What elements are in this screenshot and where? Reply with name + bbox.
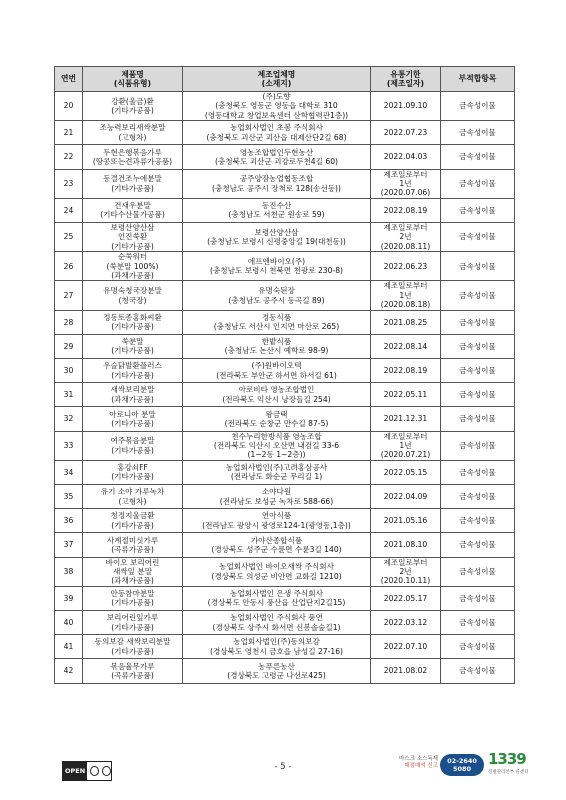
cell-maker-line: (충청북도 괴산군 괴산읍 대제산단2길 68) (206, 132, 347, 142)
cell-product (83, 334, 183, 358)
cell-no: 39 (55, 586, 83, 610)
cell-maker (183, 431, 371, 460)
table-row (55, 281, 515, 310)
cell-product-line: (기타가공품) (111, 322, 154, 332)
cell-product-line: (청국장) (118, 295, 147, 305)
header-line: (제조일자) (386, 79, 425, 88)
table-body (55, 92, 515, 684)
cell-date (371, 169, 441, 198)
cell-maker-line: (충청남도 보령시 천북면 천광로 230-8) (209, 266, 343, 276)
cell-maker-line: (영동대학교 창업보육센터 산학협력관1층)) (204, 110, 349, 120)
header-line: 부적합항목 (458, 74, 497, 84)
cell-no: 20 (55, 92, 83, 121)
table-row (55, 359, 515, 383)
cell-maker-line: (주)원바이오텍 (251, 361, 302, 371)
cell-date-line: 2022.07.23 (383, 128, 428, 138)
cell-product-line: 볶음율무가루 (110, 661, 155, 671)
cell-product (83, 252, 183, 281)
report-line-2: 매점매석 신고 (404, 763, 438, 769)
cell-date-line: 2022.03.12 (383, 617, 428, 627)
cell-maker (183, 252, 371, 281)
cell-no: 41 (55, 635, 83, 659)
cell-item: 금속성이물 (441, 533, 515, 557)
cell-product (83, 610, 183, 634)
cell-date (371, 431, 441, 460)
cell-date (371, 533, 441, 557)
cell-date-line: 2022.04.03 (383, 152, 428, 162)
cell-product (83, 121, 183, 145)
cell-date-line: 2022.08.19 (383, 205, 428, 215)
cell-date-line: 2022.04.09 (383, 491, 428, 501)
table-row (55, 431, 515, 460)
cell-product (83, 407, 183, 431)
cell-maker-line: 공주양잠농업협동조합 (239, 174, 314, 184)
cell-item: 금속성이물 (441, 169, 515, 198)
cell-maker-line: 왕금택 (265, 409, 288, 419)
cell-item: 금속성이물 (441, 334, 515, 358)
cell-maker-line: (전라남도 보성군 녹차로 588-66) (219, 496, 334, 506)
cell-item: 금속성이물 (441, 635, 515, 659)
table-row (55, 659, 515, 683)
cell-no: 26 (55, 252, 83, 281)
cell-product (83, 586, 183, 610)
cell-maker-line: 연아식품 (261, 511, 292, 521)
cell-maker (183, 533, 371, 557)
cell-maker-line: 농업회사법인 은생 주식회사 (230, 588, 323, 598)
cell-date (371, 407, 441, 431)
cell-item: 금속성이물 (441, 121, 515, 145)
cell-maker-line: (충청남도 공주시 장척로 128(송선동)) (212, 183, 341, 193)
col-header-no (55, 67, 83, 92)
cell-maker-line: (충청남도 서천군 원송로 59) (228, 210, 325, 220)
cell-product-line: 동의보감 새싹보리분말 (94, 637, 171, 647)
cell-maker-line: 유명숙된장 (258, 286, 295, 296)
cell-date-line: 제조일로부터 (383, 557, 428, 567)
cell-product-line: 안동참마분말 (110, 588, 155, 598)
col-header-date (371, 67, 441, 92)
cell-product-line: 바이오 보리어린 (105, 557, 160, 567)
cell-item: 금속성이물 (441, 460, 515, 484)
col-header-item (441, 67, 515, 92)
cell-date (371, 281, 441, 310)
cell-no: 35 (55, 485, 83, 509)
cell-item: 금속성이물 (441, 431, 515, 460)
cell-maker (183, 460, 371, 484)
header-line: (소재지) (261, 79, 292, 88)
cell-product (83, 460, 183, 484)
cell-maker-line: (충청남도 공주시 동곡길 89) (228, 295, 325, 305)
phone-line-2: 5080 (452, 765, 472, 773)
cell-no: 23 (55, 169, 83, 198)
cell-product-line: 보리어린잎가루 (106, 613, 159, 623)
cell-date (371, 586, 441, 610)
table-row (55, 252, 515, 281)
cell-date-line: 2년 (399, 232, 412, 242)
cell-date-line: 2021.09.10 (383, 101, 428, 111)
cell-maker-line: 농업회사법인 바이오새싹 주식회사 (219, 562, 334, 572)
cell-maker-line: (경상북도 성주군 수륜면 수륜3길 140) (211, 544, 342, 554)
cell-maker (183, 121, 371, 145)
cell-date-line: (2020.08.11) (380, 241, 431, 251)
cell-date-line: 2021.08.25 (383, 317, 428, 327)
cell-no: 40 (55, 610, 83, 634)
cell-product (83, 509, 183, 533)
cell-date-line: 2022.08.14 (383, 341, 428, 351)
cell-product-line: 아로니아 분말 (109, 409, 156, 419)
cell-maker-line: (충청남도 보령시 신평중앙길 19(대천동)) (207, 237, 346, 247)
cell-date-line: 2021.05.16 (383, 516, 428, 526)
cell-no: 28 (55, 310, 83, 334)
cell-no: 31 (55, 383, 83, 407)
cell-product-line: 우슬닭발환플러스 (103, 361, 162, 371)
cell-product-line: 두현은행볶음가루 (103, 147, 162, 157)
cell-maker (183, 485, 371, 509)
cell-product (83, 169, 183, 198)
cell-maker-line: 동진수산 (261, 201, 292, 210)
cell-maker-line: 농업회사법인(주)고려홍삼공사 (225, 463, 328, 472)
cell-product (83, 431, 183, 460)
cell-maker (183, 145, 371, 169)
cell-date-line: 2022.05.11 (383, 390, 428, 400)
cell-product-line: (과채가공품) (111, 271, 154, 281)
cell-date-line: 2022.07.10 (383, 642, 428, 652)
cell-item: 금속성이물 (441, 610, 515, 634)
cell-product-line: 동결건조누에분말 (103, 174, 162, 184)
report-notice (360, 756, 438, 770)
cell-item: 금속성이물 (441, 281, 515, 310)
cell-maker-line: 소야다원 (261, 487, 292, 497)
cell-date-line: 1년 (399, 179, 412, 188)
table-row (55, 145, 515, 169)
cell-date-line: 제조일로부터 (383, 223, 428, 232)
cell-maker-line: (충청북도 영동군 영동읍 대학로 310 (215, 101, 338, 111)
cell-no: 29 (55, 334, 83, 358)
cell-no: 25 (55, 223, 83, 252)
cell-maker (183, 610, 371, 634)
cell-date (371, 223, 441, 252)
cell-item: 금속성이물 (441, 383, 515, 407)
cell-maker-line: (전라북도 순창군 만수길 87-5) (224, 419, 329, 428)
cell-no: 30 (55, 359, 83, 383)
hotline-caption: 질병관리본부 콜센터 (488, 770, 529, 775)
cell-date (371, 145, 441, 169)
cell-maker-line: 가야산종합식품 (250, 535, 303, 545)
table-row (55, 407, 515, 431)
cell-product-line: 유기 소야 가루녹차 (100, 487, 165, 497)
table-row (55, 121, 515, 145)
cell-no: 21 (55, 121, 83, 145)
cell-date-line: 2022.08.19 (383, 365, 428, 375)
cell-item: 금속성이물 (441, 145, 515, 169)
cell-no: 32 (55, 407, 83, 431)
open-label: OPEN (63, 762, 87, 780)
cell-no: 27 (55, 281, 83, 310)
table-row (55, 92, 515, 121)
cell-maker (183, 198, 371, 222)
cell-date-line: 2년 (399, 566, 412, 576)
cell-date-line: 제조일로부터 (383, 281, 428, 291)
cell-product-line: 청정지울금환 (110, 511, 155, 521)
cell-product-line: (기타가공품) (111, 419, 154, 428)
cell-product (83, 659, 183, 683)
cell-product-line: (고형차) (118, 496, 147, 506)
cell-date-line: (2020.10.11) (380, 576, 431, 586)
cell-maker (183, 359, 371, 383)
cell-date (371, 485, 441, 509)
col-header-product (83, 67, 183, 92)
table-row (55, 610, 515, 634)
cell-maker-line: (전라북도 익산시 낭장들길 254) (222, 394, 331, 404)
header-line: 유통기한 (390, 69, 421, 79)
cell-date-line: 2021.08.10 (383, 540, 428, 550)
cell-maker (183, 659, 371, 683)
cell-maker-line: 농업회사법인 주식회사 풍연 (230, 613, 323, 623)
header-line: 연번 (60, 74, 77, 84)
cell-maker-line: 정동식품 (261, 312, 292, 322)
cell-item: 금속성이물 (441, 359, 515, 383)
cell-item: 금속성이물 (441, 92, 515, 121)
cell-maker-line: 보령산양산삼 (254, 227, 299, 237)
table-row (55, 383, 515, 407)
cell-maker-line: 농푸른농산 (258, 661, 295, 671)
cell-maker (183, 557, 371, 586)
col-header-maker (183, 67, 371, 92)
cell-product-line: (땅콩또는견과류가공품) (92, 157, 173, 166)
table-row (55, 334, 515, 358)
cell-product-line: (과채가공품) (111, 576, 154, 586)
table-row (55, 223, 515, 252)
table-row (55, 557, 515, 586)
cell-product-line: (기타가공품) (111, 472, 154, 482)
cell-maker-line: (경상북도 안동시 풍산읍 산업단지2길15) (207, 598, 346, 608)
cell-product-line: (고형차) (118, 132, 147, 142)
cell-maker-line: 아로비타 영농조합법인 (238, 385, 315, 395)
report-line-1: 마스크 소스독제 (399, 756, 438, 762)
cell-product-line: 새싹잎 분말 (112, 566, 153, 576)
cell-product-line: (기타가공품) (111, 106, 154, 116)
cell-product-line: 인진쑥환 (117, 232, 148, 242)
cell-product (83, 359, 183, 383)
cell-maker-line: 한밭식품 (261, 337, 292, 347)
cell-item: 금속성이물 (441, 223, 515, 252)
cell-no: 33 (55, 431, 83, 460)
cell-product (83, 281, 183, 310)
cell-maker-line: 에프엔바이오(주) (247, 256, 306, 266)
cell-product-line: (기타수산물가공품) (100, 210, 165, 220)
cell-date (371, 610, 441, 634)
table-row (55, 485, 515, 509)
cell-date (371, 460, 441, 484)
cell-item: 금속성이물 (441, 310, 515, 334)
cell-product-line: 사계절미싯가루 (106, 535, 159, 545)
cell-maker (183, 310, 371, 334)
cell-product (83, 485, 183, 509)
cell-product-line: 쑥분말 (121, 337, 144, 347)
cell-product-line: (기타가공품) (111, 598, 154, 608)
cell-product-line: (곡류가공품) (111, 670, 154, 680)
cell-date (371, 334, 441, 358)
cell-maker-line: 영농조합법인두현농산 (239, 147, 314, 157)
cell-item: 금속성이물 (441, 586, 515, 610)
cell-maker (183, 383, 371, 407)
cell-date-line: 제조일로부터 (383, 431, 428, 441)
cell-maker (183, 92, 371, 121)
cell-product-line: (기타가공품) (111, 183, 154, 193)
cell-date-line: 제조일로부터 (383, 169, 428, 179)
cell-no: 38 (55, 557, 83, 586)
cell-date-line: 1년 (399, 441, 412, 450)
cell-maker-line: (충청남도 논산시 예학로 98-9) (224, 346, 329, 356)
cell-product (83, 223, 183, 252)
cell-date (371, 557, 441, 586)
cell-no: 42 (55, 659, 83, 683)
table-row (55, 169, 515, 198)
cell-maker (183, 407, 371, 431)
cell-maker-line: 농업회사법인 초봄 주식회사 (230, 123, 323, 133)
cell-date-line: 1년 (399, 290, 412, 300)
cell-maker-line: (충청북도 괴산군 괴강로두천4길 60) (214, 157, 339, 166)
cell-product-line: 강환(울금)환 (111, 96, 154, 106)
cell-maker (183, 334, 371, 358)
cell-product-line: 홍강쇠FF (117, 463, 148, 472)
cell-date-line: 2022.06.23 (383, 261, 428, 271)
cell-product-line: 조능력보리새싹분말 (99, 123, 166, 133)
cell-no: 34 (55, 460, 83, 484)
cell-product-line: 건새우분말 (114, 201, 151, 210)
cell-date-line: 2022.05.15 (383, 467, 428, 477)
cell-product-line: (기타가공품) (111, 346, 154, 356)
cell-date (371, 310, 441, 334)
cell-maker-line: (주)도향 (262, 92, 291, 101)
header-row (55, 67, 515, 92)
cell-date-line: (2020.07.06) (380, 188, 431, 198)
cell-date-line: (2020.07.21) (380, 450, 431, 460)
page-footer (0, 750, 566, 800)
cell-no: 36 (55, 509, 83, 533)
cell-item: 금속성이물 (441, 509, 515, 533)
cell-product (83, 198, 183, 222)
cell-product-line: 새싹보리분말 (110, 385, 155, 395)
cell-maker-line: (전라남도 화순군 무리길 1) (230, 472, 323, 482)
cell-product-line: 여주볶음분말 (110, 436, 155, 446)
cell-item: 금속성이물 (441, 659, 515, 683)
cell-date (371, 359, 441, 383)
cell-maker-line: (1~2동 1~2층)) (247, 450, 306, 460)
cell-maker (183, 509, 371, 533)
cell-product (83, 533, 183, 557)
cell-maker-line: (경상북도 고령군 나선로425) (227, 670, 326, 680)
cell-product-line: (기타가공품) (111, 646, 154, 656)
cell-item: 금속성이물 (441, 407, 515, 431)
phone-line-1: 02-2640 (447, 757, 477, 765)
cell-date (371, 121, 441, 145)
cell-item: 금속성이물 (441, 252, 515, 281)
table-row (55, 310, 515, 334)
page-number: - 5 - (274, 762, 292, 772)
cell-product-line: (곡류가공품) (111, 544, 154, 554)
cell-product-line: (기타가공품) (111, 445, 154, 455)
cell-maker-line: (경상북도 영천시 금호읍 남성길 27-16) (209, 646, 343, 656)
cell-product (83, 635, 183, 659)
cell-maker-line: (경상북도 상주시 화서면 신봉솔숲길1) (212, 622, 341, 632)
cell-product-line: (기타가공품) (111, 241, 154, 251)
cell-product-line: 유명숙청국장분말 (103, 286, 162, 296)
cell-maker (183, 635, 371, 659)
cell-maker-line: 농업회사법인(주)동의보감 (233, 637, 320, 647)
cell-maker (183, 169, 371, 198)
cell-date (371, 198, 441, 222)
header-line: 제품명 (121, 69, 144, 79)
table-row (55, 460, 515, 484)
cell-product (83, 383, 183, 407)
cell-date (371, 92, 441, 121)
table-row (55, 533, 515, 557)
cell-no: 22 (55, 145, 83, 169)
cell-product (83, 145, 183, 169)
cell-product-line: (기타가공품) (111, 622, 154, 632)
cell-date-line: 2021.12.31 (383, 414, 428, 424)
cell-product-line: (기타가공품) (111, 370, 154, 380)
cell-no: 24 (55, 198, 83, 222)
inspection-table (54, 66, 515, 684)
table-header (55, 67, 515, 92)
cell-product (83, 92, 183, 121)
cell-product-line: 순쑥워터 (117, 252, 148, 262)
header-line: 제조업체명 (257, 69, 296, 79)
table-row (55, 198, 515, 222)
cell-maker-line: (전라북도 익산시 오산면 내검길 33-6 (213, 441, 340, 450)
cell-maker (183, 223, 371, 252)
cell-date (371, 659, 441, 683)
phone-badge (440, 754, 484, 776)
cell-item: 금속성이물 (441, 485, 515, 509)
cell-date-line: 2021.08.02 (383, 666, 428, 676)
cell-product-line: 정동토종홍화씨환 (103, 312, 162, 322)
cell-item: 금속성이물 (441, 198, 515, 222)
cell-date-line: 2022.05.17 (383, 593, 428, 603)
cell-item: 금속성이물 (441, 557, 515, 586)
table-row (55, 635, 515, 659)
table-row (55, 586, 515, 610)
cell-product (83, 310, 183, 334)
cell-maker (183, 586, 371, 610)
cell-maker-line: (경상북도 의성군 비안면 교화길 1210) (211, 571, 342, 581)
cell-date-line: (2020.08.18) (380, 300, 431, 310)
cell-maker (183, 281, 371, 310)
table-row (55, 509, 515, 533)
cell-maker-line: 천수누리한방식품 영농조합 (231, 431, 322, 441)
cell-date (371, 383, 441, 407)
cell-date (371, 635, 441, 659)
hotline-logo: 1339 (488, 750, 526, 768)
cell-no: 37 (55, 533, 83, 557)
cell-product-line: (쑥분말 100%) (106, 261, 159, 271)
cell-product-line: (기타가공품) (111, 520, 154, 530)
cell-product-line: 보령산양산삼 (110, 223, 155, 232)
header-line: (식품유형) (113, 79, 152, 88)
cell-product (83, 557, 183, 586)
cell-maker-line: (전라남도 광양시 광영로124-1(광영동,1층)) (202, 520, 351, 530)
cell-maker-line: (충청남도 서산시 인지면 마산로 265) (213, 322, 340, 332)
cell-date (371, 252, 441, 281)
cell-maker-line: (전라북도 부안군 하서면 하서길 61) (216, 370, 337, 380)
cell-date (371, 509, 441, 533)
cell-product-line: (과채가공품) (111, 394, 154, 404)
